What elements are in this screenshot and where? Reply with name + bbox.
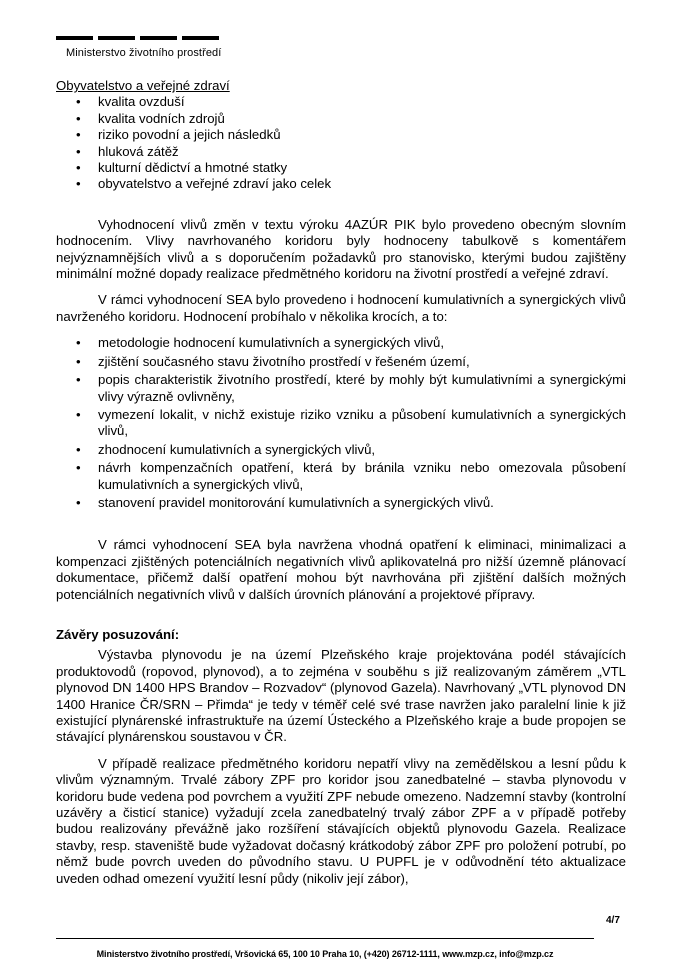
- list-item: • obyvatelstvo a veřejné zdraví jako celek: [56, 176, 626, 192]
- list-item: • vymezení lokalit, v nichž existuje riziko vzniku a působení kumulativních a synergických vlivů,: [56, 407, 626, 440]
- list-item: • zhodnocení kumulativních a synergických vlivů,: [56, 442, 626, 458]
- paragraph: Vyhodnocení vlivů změn v textu výroku 4AZÚR PIK bylo provedeno obecným slovním hodnocením. Vlivy navrhovaného koridoru byly hodnoceny tabulkově s komentářem nejvýznamnějších vlivů a s doporučením požadavků pro stanovisko, kterými budou zajištěny minimální možné dopady realizace předmětného koridoru na životní prostředí a veřejné zdraví.: [56, 216, 626, 282]
- conclusion-heading: Závěry posuzování:: [56, 626, 180, 642]
- list-item: • riziko povodní a jejich následků: [56, 127, 626, 143]
- ministry-name: Ministerstvo životního prostředí: [66, 47, 222, 59]
- list-item: • hluková zátěž: [56, 144, 626, 160]
- logo-segment: [56, 36, 93, 40]
- paragraph: V rámci vyhodnocení SEA bylo provedeno i hodnocení kumulativních a synergických vlivů navrženého koridoru. Hodnocení probíhalo v několika krocích, a to:: [56, 292, 626, 324]
- list-item: • metodologie hodnocení kumulativních a synergických vlivů,: [56, 335, 626, 351]
- page-number: 4/7: [606, 915, 620, 926]
- footer-contact: Ministerstvo životního prostředí, Vršovická 65, 100 10 Praha 10, (+420) 26712-1111, www.mzp.cz, info@mzp.cz: [96, 949, 554, 959]
- list-item: • kvalita vodních zdrojů: [56, 111, 626, 127]
- topic-list: [56, 94, 626, 192]
- list-item: • kulturní dědictví a hmotné statky: [56, 160, 626, 176]
- list-item: • kvalita ovzduší: [56, 94, 626, 110]
- logo-segment: [98, 36, 135, 40]
- list-item: • popis charakteristik životního prostředí, které by mohly být kumulativními a synergickými vlivy výrazně ovlivněny,: [56, 372, 626, 405]
- logo-segment: [182, 36, 219, 40]
- document-body: [56, 78, 626, 887]
- footer-divider: [56, 938, 594, 939]
- list-item: • návrh kompenzačních opatření, která by bránila vzniku nebo omezovala působení kumulativních a synergických vlivů,: [56, 460, 626, 493]
- steps-list: [56, 335, 626, 511]
- list-item: • stanovení pravidel monitorování kumulativních a synergických vlivů.: [56, 495, 626, 511]
- list-item: • zjištění současného stavu životního prostředí v řešeném území,: [56, 354, 626, 370]
- section-heading: Obyvatelstvo a veřejné zdraví: [56, 78, 230, 93]
- logo-segment: [140, 36, 177, 40]
- paragraph: V případě realizace předmětného koridoru nepatří vlivy na zemědělskou a lesní půdu k vlivům významným. Trvalé zábory ZPF pro koridor jsou zanedbatelné – stavba plynovodu v koridoru bude vedena pod povrchem a využití ZPF nebude omezeno. Nadzemní stavby (kontrolní uzávěry a čisticí stanice) vyžadují zcela zanedbatelný trvalý zábor ZPF a v případě potřeby budou realizovány převážně jako rozšíření stávajících objektů plynovodu Gazela. Realizace stavby, resp. staveniště bude vyžadovat dočasný krátkodobý zábor ZPF pro položení potrubí, po němž bude povrch uveden do původního stavu. U PUPFL je v odůvodnění této aktualizace uveden odhad omezení využití lesní půdy (nikoliv její zábor),: [56, 755, 626, 886]
- paragraph: V rámci vyhodnocení SEA byla navržena vhodná opatření k eliminaci, minimalizaci a kompenzaci zjištěných potenciálních negativních vlivů aplikovatelná pro nižší územně plánovací dokumentace, přičemž další opatření mohou být navrhována při zjištění dalších možných potenciálních negativních vlivů v dalších úrovních plánování a projektové přípravy.: [56, 537, 626, 602]
- paragraph: Výstavba plynovodu je na území Plzeňského kraje projektována podél stávajících produktovodů (ropovod, plynovod), a to zejména v souběhu s již realizovaným záměrem „VTL plynovod DN 1400 HPS Brandov – Rozvadov“ (plynovod Gazela). Navrhovaný „VTL plynovod DN 1400 Hranice ČR/SRN – Přimda“ je tedy v téměř celé své trase navržen jako paralelní linie k již existující plynárenské infrastruktuře na území Ústeckého a Plzeňského kraje a bude propojen se stávající plynárenskou soustavou v ČR.: [56, 647, 626, 745]
- ministry-logo-bar: [56, 36, 219, 40]
